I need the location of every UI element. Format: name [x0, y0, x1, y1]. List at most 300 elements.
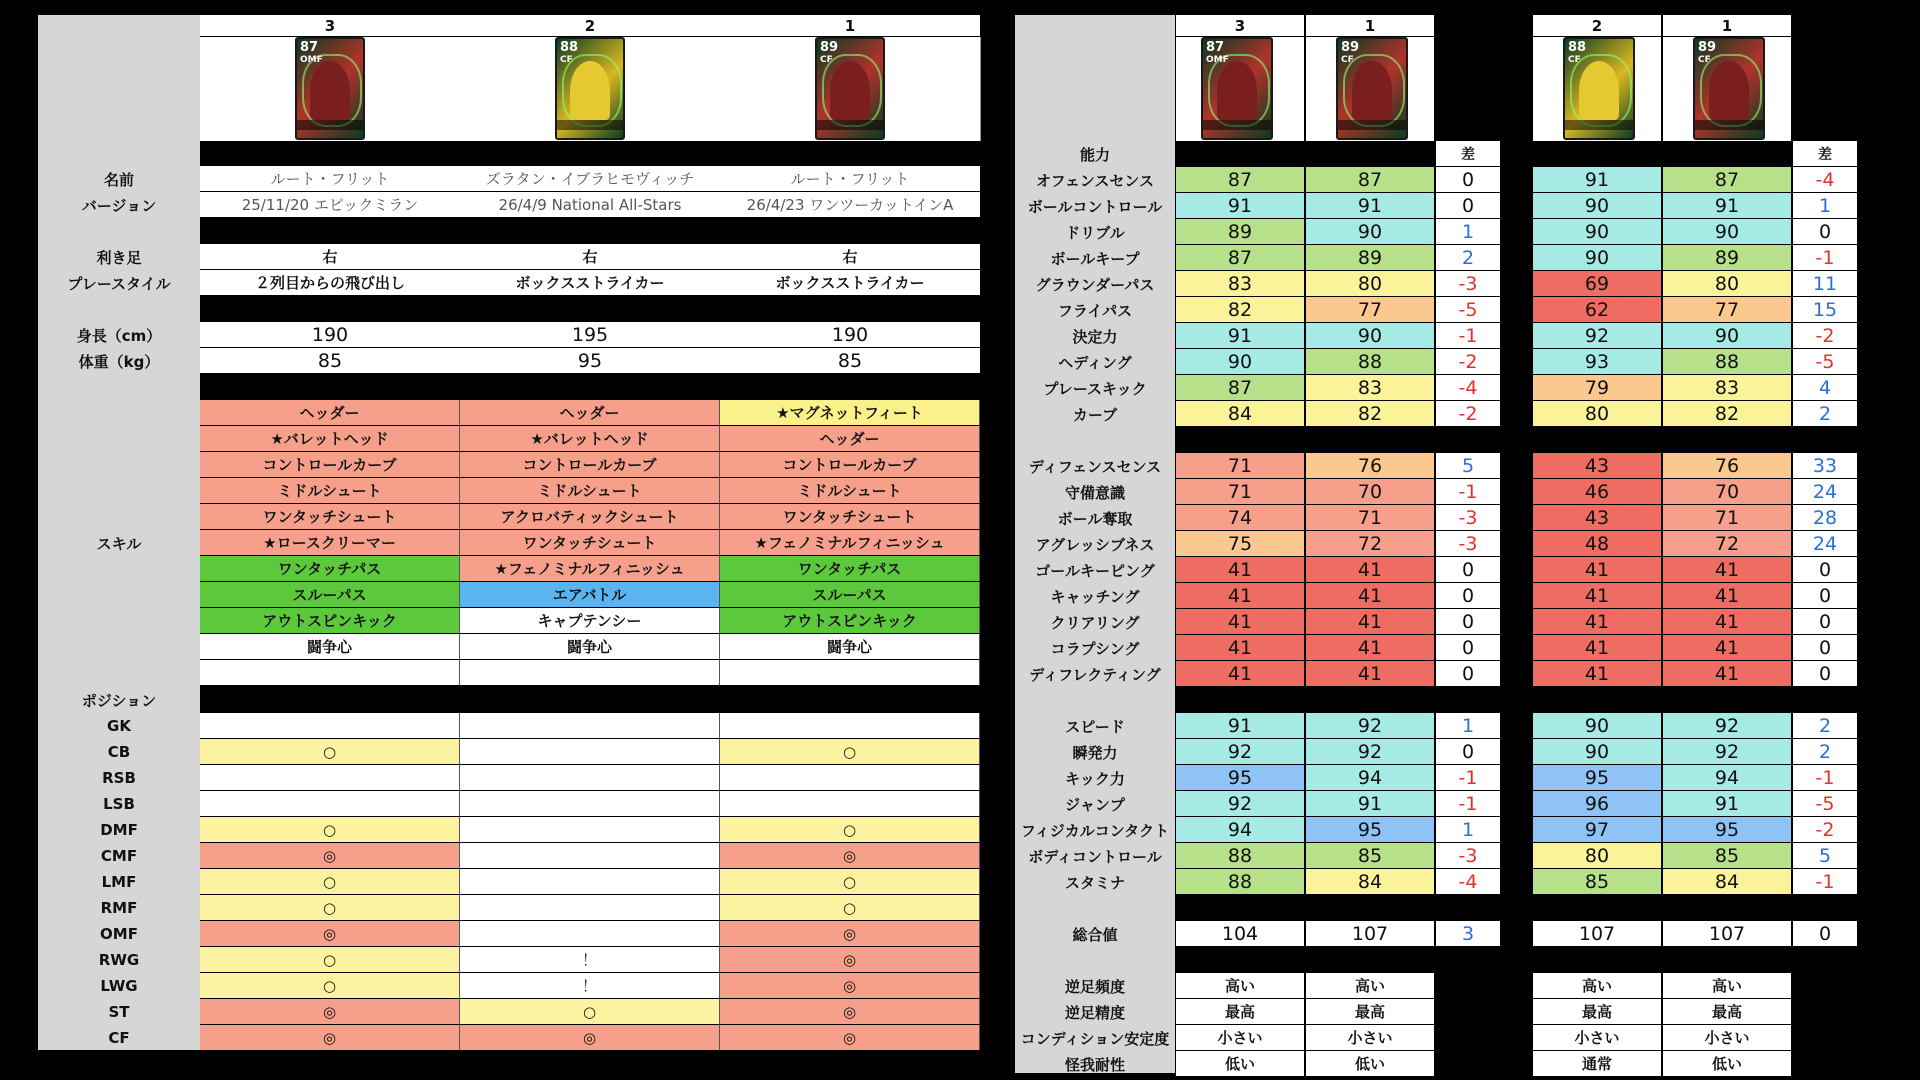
card-name-strip — [1338, 120, 1406, 130]
card-name-strip — [297, 120, 363, 130]
stat-value: 94 — [1306, 765, 1434, 791]
stat-value: 71 — [1176, 479, 1304, 505]
player-card — [1563, 37, 1635, 140]
ability-label: 総合値 — [1072, 925, 1118, 944]
diff-value: 0 — [1436, 635, 1500, 661]
ability-label: キャッチング — [1050, 587, 1140, 606]
position-name: DMF — [100, 821, 138, 839]
ability-label: ボディコントロール — [1028, 847, 1162, 866]
player-version: 26/4/23 ワンツーカットインA — [720, 192, 980, 218]
diff-value: 33 — [1793, 453, 1857, 479]
skill-cell: ワンタッチパス — [720, 556, 980, 582]
stat-value: 41 — [1306, 583, 1434, 609]
stat-value: 107 — [1533, 921, 1661, 947]
column-number: 3 — [1176, 15, 1304, 37]
skill-cell: スルーパス — [720, 582, 980, 608]
card-position: OMF — [1206, 55, 1229, 65]
skill-cell: ヘッダー — [200, 400, 460, 426]
trait-label: コンディション安定度 — [1020, 1029, 1170, 1048]
stat-value: 72 — [1306, 531, 1434, 557]
stat-value: 83 — [1306, 375, 1434, 401]
skill-cell: ワンタッチパス — [200, 556, 460, 582]
stat-value: 90 — [1533, 713, 1661, 739]
stat-value: 41 — [1533, 661, 1661, 687]
position-mark — [460, 843, 720, 869]
stat-value: 93 — [1533, 349, 1661, 375]
ability-label: プレースキック — [1043, 379, 1147, 398]
card-name-strip — [1203, 120, 1271, 130]
stat-value: 92 — [1533, 323, 1661, 349]
position-mark: ◎ — [200, 843, 460, 869]
stat-value: 88 — [1176, 843, 1304, 869]
card-rating: 88 — [560, 40, 579, 55]
diff-value: -4 — [1436, 375, 1500, 401]
skill-cell: コントロールカーブ — [200, 452, 460, 478]
trait-label: 逆足精度 — [1064, 1003, 1125, 1022]
position-mark: ○ — [720, 869, 980, 895]
stat-value: 41 — [1663, 583, 1791, 609]
player-playstyle: ボックスストライカー — [720, 270, 980, 296]
stat-value: 90 — [1533, 193, 1661, 219]
card-name-strip — [557, 120, 623, 130]
foot-label: 利き足 — [96, 248, 142, 267]
diff-value: 0 — [1793, 635, 1857, 661]
skill-cell — [200, 660, 460, 686]
position-mark — [460, 817, 720, 843]
skill-cell: ミドルシュート — [200, 478, 460, 504]
stat-value: 41 — [1306, 635, 1434, 661]
position-mark — [460, 921, 720, 947]
trait-value: 低い — [1663, 1051, 1791, 1077]
player-weight: 85 — [720, 348, 980, 374]
position-name: LMF — [101, 873, 137, 891]
stat-value: 92 — [1306, 739, 1434, 765]
position-mark: ◎ — [720, 843, 980, 869]
player-height: 190 — [200, 322, 460, 348]
stat-value: 83 — [1663, 375, 1791, 401]
position-mark: ◎ — [200, 999, 460, 1025]
card-rating: 89 — [820, 40, 839, 55]
stat-value: 94 — [1176, 817, 1304, 843]
trait-value: 低い — [1176, 1051, 1304, 1077]
stat-value: 80 — [1533, 401, 1661, 427]
card-position: CF — [560, 55, 573, 65]
position-name: CB — [107, 743, 131, 761]
stat-value: 41 — [1176, 661, 1304, 687]
card-rating: 89 — [1698, 40, 1717, 55]
player-weight: 95 — [460, 348, 720, 374]
stat-value: 88 — [1663, 349, 1791, 375]
ability-label: スタミナ — [1064, 873, 1125, 892]
skill-cell: スルーパス — [200, 582, 460, 608]
player-playstyle: ２列目からの飛び出し — [200, 270, 460, 296]
skill-cell: 闘争心 — [200, 634, 460, 660]
diff-value: 0 — [1793, 219, 1857, 245]
stat-value: 89 — [1176, 219, 1304, 245]
player-playstyle: ボックスストライカー — [460, 270, 720, 296]
diff-value: 0 — [1436, 167, 1500, 193]
stat-value: 41 — [1663, 635, 1791, 661]
card-position: CF — [1698, 55, 1711, 65]
stat-value: 84 — [1663, 869, 1791, 895]
card-position: CF — [1341, 55, 1354, 65]
trait-value: 小さい — [1176, 1025, 1304, 1051]
stat-value: 41 — [1176, 635, 1304, 661]
position-mark — [200, 765, 460, 791]
skill-cell: ワンタッチシュート — [200, 504, 460, 530]
position-mark: ○ — [720, 895, 980, 921]
stat-value: 71 — [1306, 505, 1434, 531]
column-number: 1 — [720, 15, 980, 37]
skill-cell: ★バレットヘッド — [200, 426, 460, 452]
diff-value: -5 — [1436, 297, 1500, 323]
stat-value: 96 — [1533, 791, 1661, 817]
player-name: ルート・フリット — [720, 166, 980, 192]
playstyle-label: プレースタイル — [67, 274, 171, 293]
diff-value: 0 — [1793, 661, 1857, 687]
stat-value: 77 — [1663, 297, 1791, 323]
diff-header: 差 — [1436, 141, 1500, 167]
stat-value: 90 — [1533, 219, 1661, 245]
column-number: 2 — [1533, 15, 1661, 37]
player-card — [1336, 37, 1408, 140]
diff-value: 1 — [1436, 817, 1500, 843]
skill-cell: ★バレットヘッド — [460, 426, 720, 452]
card-name-strip — [817, 120, 883, 130]
stat-value: 77 — [1306, 297, 1434, 323]
position-mark: ○ — [200, 817, 460, 843]
stat-value: 80 — [1663, 271, 1791, 297]
diff-value: 28 — [1793, 505, 1857, 531]
stat-value: 87 — [1176, 375, 1304, 401]
diff-value: 0 — [1793, 557, 1857, 583]
card-name-strip — [1695, 120, 1763, 130]
diff-value: -2 — [1793, 817, 1857, 843]
ability-label: ディフレクティング — [1029, 665, 1161, 684]
position-mark: ！ — [460, 947, 720, 973]
stat-value: 71 — [1176, 453, 1304, 479]
player-card — [555, 37, 625, 140]
trait-value: 小さい — [1533, 1025, 1661, 1051]
stat-value: 79 — [1533, 375, 1661, 401]
position-mark: ○ — [200, 973, 460, 999]
ability-label: コラプシング — [1050, 639, 1140, 658]
player-height: 190 — [720, 322, 980, 348]
position-name: RWG — [98, 951, 140, 969]
position-mark: ！ — [460, 973, 720, 999]
player-version: 26/4/9 National All-Stars — [460, 192, 720, 218]
position-mark — [460, 895, 720, 921]
player-weight: 85 — [200, 348, 460, 374]
card-position: OMF — [300, 55, 323, 65]
stat-value: 41 — [1533, 557, 1661, 583]
stat-value: 82 — [1176, 297, 1304, 323]
position-name: CMF — [100, 847, 138, 865]
diff-value: 24 — [1793, 479, 1857, 505]
stat-value: 91 — [1663, 193, 1791, 219]
card-rating: 87 — [1206, 40, 1225, 55]
diff-value: 0 — [1436, 557, 1500, 583]
stat-value: 84 — [1306, 869, 1434, 895]
card-rating: 87 — [300, 40, 319, 55]
position-name: LWG — [100, 977, 138, 995]
position-mark — [720, 791, 980, 817]
position-mark: ○ — [460, 999, 720, 1025]
position-name: CF — [108, 1029, 130, 1047]
skill-cell: ミドルシュート — [720, 478, 980, 504]
stat-value: 95 — [1663, 817, 1791, 843]
skill-cell: キャプテンシー — [460, 608, 720, 634]
ability-label: フィジカルコンタクト — [1020, 821, 1170, 840]
position-mark: ○ — [200, 869, 460, 895]
stat-value: 90 — [1663, 219, 1791, 245]
player-name: ズラタン・イブラヒモヴィッチ — [460, 166, 720, 192]
stat-value: 74 — [1176, 505, 1304, 531]
stat-value: 46 — [1533, 479, 1661, 505]
position-mark — [200, 713, 460, 739]
ability-label: ボールキープ — [1050, 249, 1140, 268]
stat-value: 91 — [1306, 193, 1434, 219]
stat-value: 90 — [1663, 323, 1791, 349]
stat-value: 41 — [1663, 557, 1791, 583]
ability-label: ヘディング — [1058, 353, 1132, 372]
ability-label: 守備意識 — [1064, 483, 1125, 502]
position-mark — [200, 791, 460, 817]
ability-label: アグレッシブネス — [1035, 535, 1155, 554]
stat-value: 71 — [1663, 505, 1791, 531]
ability-label: キック力 — [1065, 769, 1125, 788]
position-mark — [460, 739, 720, 765]
stat-value: 107 — [1306, 921, 1434, 947]
position-name: LSB — [103, 795, 135, 813]
diff-value: -5 — [1793, 349, 1857, 375]
diff-value: 1 — [1436, 713, 1500, 739]
stat-value: 88 — [1176, 869, 1304, 895]
position-mark: ○ — [200, 947, 460, 973]
card-rating: 89 — [1341, 40, 1360, 55]
stat-value: 91 — [1663, 791, 1791, 817]
diff-value: -1 — [1793, 245, 1857, 271]
skill-cell: ★フェノミナルフィニッシュ — [720, 530, 980, 556]
diff-value: 2 — [1793, 713, 1857, 739]
stat-value: 75 — [1176, 531, 1304, 557]
player-card — [1693, 37, 1765, 140]
position-name: RSB — [102, 769, 136, 787]
stat-value: 91 — [1176, 193, 1304, 219]
skill-cell: ★ロースクリーマー — [200, 530, 460, 556]
ability-label: ボール奪取 — [1057, 509, 1133, 528]
diff-value: -3 — [1436, 843, 1500, 869]
stat-value: 89 — [1663, 245, 1791, 271]
ability-label: フライパス — [1057, 301, 1133, 320]
diff-value: -3 — [1436, 271, 1500, 297]
card-position: CF — [820, 55, 833, 65]
player-card — [815, 37, 885, 140]
position-mark: ○ — [200, 895, 460, 921]
stat-value: 91 — [1176, 713, 1304, 739]
player-foot: 右 — [200, 244, 460, 270]
diff-value: -3 — [1436, 505, 1500, 531]
stat-value: 95 — [1533, 765, 1661, 791]
diff-value: 3 — [1436, 921, 1500, 947]
stat-value: 76 — [1306, 453, 1434, 479]
stat-value: 87 — [1176, 167, 1304, 193]
stat-value: 72 — [1663, 531, 1791, 557]
skill-cell: アウトスピンキック — [200, 608, 460, 634]
position-mark: ◎ — [200, 1025, 460, 1051]
height-label: 身長（cm） — [76, 326, 162, 345]
position-mark: ◎ — [720, 947, 980, 973]
stat-value: 91 — [1533, 167, 1661, 193]
stat-value: 69 — [1533, 271, 1661, 297]
ability-label: ドリブル — [1065, 223, 1125, 242]
column-number: 1 — [1306, 15, 1434, 37]
stat-value: 95 — [1306, 817, 1434, 843]
ability-label: ボールコントロール — [1027, 197, 1163, 216]
diff-value: 11 — [1793, 271, 1857, 297]
skill-cell: ワンタッチシュート — [720, 504, 980, 530]
stat-value: 41 — [1663, 661, 1791, 687]
stat-value: 92 — [1306, 713, 1434, 739]
skill-cell: ワンタッチシュート — [460, 530, 720, 556]
stat-value: 70 — [1663, 479, 1791, 505]
column-number: 3 — [200, 15, 460, 37]
ability-label: ゴールキーピング — [1035, 561, 1155, 580]
stat-value: 85 — [1306, 843, 1434, 869]
position-mark — [720, 713, 980, 739]
stat-value: 92 — [1176, 791, 1304, 817]
trait-value: 低い — [1306, 1051, 1434, 1077]
stat-value: 84 — [1176, 401, 1304, 427]
diff-value: 0 — [1793, 609, 1857, 635]
trait-value: 通常 — [1533, 1051, 1661, 1077]
diff-value: 0 — [1793, 583, 1857, 609]
ability-label: ジャンプ — [1065, 795, 1125, 814]
diff-value: 0 — [1436, 739, 1500, 765]
position-mark — [460, 869, 720, 895]
stat-value: 43 — [1533, 505, 1661, 531]
skill-cell: 闘争心 — [460, 634, 720, 660]
player-foot: 右 — [720, 244, 980, 270]
diff-value: 0 — [1436, 661, 1500, 687]
trait-label: 怪我耐性 — [1064, 1055, 1125, 1074]
stat-value: 104 — [1176, 921, 1304, 947]
trait-value: 小さい — [1306, 1025, 1434, 1051]
trait-value: 最高 — [1176, 999, 1304, 1025]
position-mark: ○ — [720, 739, 980, 765]
ability-label: スピード — [1065, 717, 1125, 736]
diff-value: 1 — [1436, 219, 1500, 245]
stat-value: 87 — [1306, 167, 1434, 193]
trait-value: 高い — [1306, 973, 1434, 999]
stat-value: 87 — [1176, 245, 1304, 271]
diff-value: -1 — [1793, 869, 1857, 895]
diff-value: -1 — [1793, 765, 1857, 791]
name-label: 名前 — [103, 170, 134, 189]
diff-value: 0 — [1793, 921, 1857, 947]
stat-value: 90 — [1533, 739, 1661, 765]
diff-value: -2 — [1436, 349, 1500, 375]
stat-value: 76 — [1663, 453, 1791, 479]
position-name: ST — [108, 1003, 130, 1021]
position-mark: ○ — [200, 739, 460, 765]
player-height: 195 — [460, 322, 720, 348]
weight-label: 体重（kg） — [78, 352, 160, 371]
card-name-strip — [1565, 120, 1633, 130]
skill-cell: コントロールカーブ — [460, 452, 720, 478]
player-foot: 右 — [460, 244, 720, 270]
stat-value: 80 — [1306, 271, 1434, 297]
position-mark: ◎ — [200, 921, 460, 947]
trait-value: 最高 — [1533, 999, 1661, 1025]
diff-value: -1 — [1436, 479, 1500, 505]
stat-value: 41 — [1533, 609, 1661, 635]
ability-label: オフェンスセンス — [1036, 171, 1154, 190]
skill-cell: ヘッダー — [460, 400, 720, 426]
stat-value: 41 — [1176, 557, 1304, 583]
skill-cell: 闘争心 — [720, 634, 980, 660]
stat-value: 83 — [1176, 271, 1304, 297]
ability-label: 決定力 — [1072, 327, 1118, 346]
diff-value: -2 — [1793, 323, 1857, 349]
ability-header: 能力 — [1079, 145, 1110, 164]
ability-label: ディフェンスセンス — [1028, 457, 1162, 476]
column-number: 1 — [1663, 15, 1791, 37]
skill-cell: アウトスピンキック — [720, 608, 980, 634]
diff-value: -4 — [1793, 167, 1857, 193]
diff-value: 0 — [1436, 609, 1500, 635]
stat-value: 41 — [1306, 609, 1434, 635]
skill-cell: ★マグネットフィート — [720, 400, 980, 426]
player-card — [1201, 37, 1273, 140]
diff-value: 2 — [1793, 401, 1857, 427]
player-name: ルート・フリット — [200, 166, 460, 192]
position-label: ポジション — [81, 691, 157, 710]
diff-value: 0 — [1436, 193, 1500, 219]
stat-value: 90 — [1176, 349, 1304, 375]
diff-value: 5 — [1436, 453, 1500, 479]
card-position: CF — [1568, 55, 1581, 65]
diff-value: -4 — [1436, 869, 1500, 895]
stat-value: 41 — [1176, 583, 1304, 609]
ability-label: 瞬発力 — [1072, 743, 1118, 762]
diff-value: -2 — [1436, 401, 1500, 427]
diff-value: -1 — [1436, 765, 1500, 791]
stat-value: 94 — [1663, 765, 1791, 791]
position-mark: ◎ — [720, 921, 980, 947]
stat-value: 70 — [1306, 479, 1434, 505]
position-mark: ◎ — [720, 999, 980, 1025]
diff-value: -3 — [1436, 531, 1500, 557]
ability-label: クリアリング — [1050, 613, 1140, 632]
column-number: 2 — [460, 15, 720, 37]
stat-value: 92 — [1176, 739, 1304, 765]
position-name: GK — [107, 717, 131, 735]
position-mark — [460, 765, 720, 791]
diff-header: 差 — [1793, 141, 1857, 167]
stat-value: 80 — [1533, 843, 1661, 869]
card-rating: 88 — [1568, 40, 1587, 55]
skill-cell: アクロバティックシュート — [460, 504, 720, 530]
diff-value: -1 — [1436, 791, 1500, 817]
skill-cell: ミドルシュート — [460, 478, 720, 504]
player-version: 25/11/20 エピックミラン — [200, 192, 460, 218]
position-mark: ○ — [720, 817, 980, 843]
stat-value: 43 — [1533, 453, 1661, 479]
player-card — [295, 37, 365, 140]
skills-label: スキル — [96, 534, 142, 553]
stat-value: 91 — [1306, 791, 1434, 817]
